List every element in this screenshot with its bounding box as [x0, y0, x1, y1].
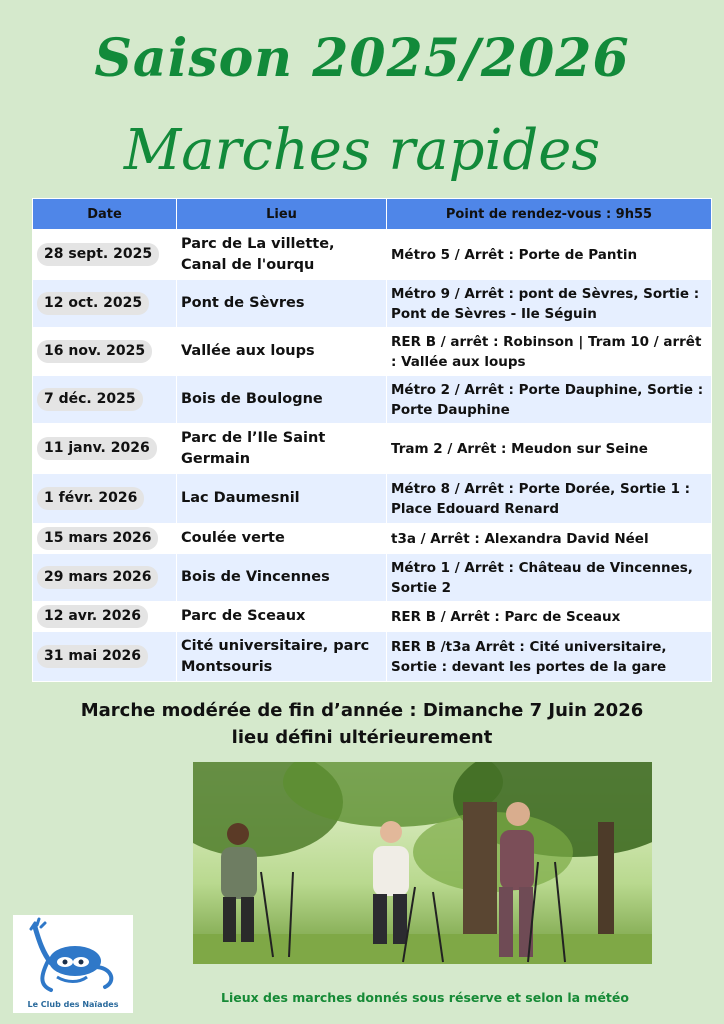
date-cell	[33, 554, 177, 602]
rdv-cell: Métro 9 / Arrêt : pont de Sèvres, Sortie : Pont de Sèvres - Ile Séguin	[387, 280, 712, 328]
rdv-cell: t3a / Arrêt : Alexandra David Néel	[387, 524, 712, 554]
disclaimer-footer: Lieux des marches donnés sous réserve et selon la météo	[221, 990, 629, 1005]
rdv-cell: Métro 5 / Arrêt : Porte de Pantin	[387, 230, 712, 280]
date-pill: 29 mars 2026	[37, 566, 158, 589]
walkers-photo	[193, 762, 652, 964]
date-pill: 1 févr. 2026	[37, 487, 144, 510]
table-row	[33, 424, 712, 474]
date-cell	[33, 230, 177, 280]
lieu-cell: Parc de Sceaux	[177, 602, 387, 632]
date-cell	[33, 424, 177, 474]
date-cell	[33, 280, 177, 328]
schedule-table	[32, 198, 712, 682]
rdv-cell: Métro 8 / Arrêt : Porte Dorée, Sortie 1 : Place Edouard Renard	[387, 474, 712, 524]
table-row	[33, 280, 712, 328]
lieu-cell: Cité universitaire, parc Montsouris	[177, 632, 387, 682]
event-title: Marches rapides	[123, 118, 601, 183]
table-row	[33, 524, 712, 554]
location-tbd-notice: lieu défini ultérieurement	[231, 727, 493, 748]
table-row	[33, 474, 712, 524]
date-cell	[33, 376, 177, 424]
date-cell	[33, 632, 177, 682]
column-header-date: Date	[33, 199, 177, 230]
lieu-cell: Bois de Vincennes	[177, 554, 387, 602]
date-cell	[33, 524, 177, 554]
table-row	[33, 632, 712, 682]
rdv-cell: Tram 2 / Arrêt : Meudon sur Seine	[387, 424, 712, 474]
date-pill: 11 janv. 2026	[37, 437, 157, 460]
lieu-cell: Parc de l’Ile Saint Germain	[177, 424, 387, 474]
lieu-cell: Vallée aux loups	[177, 328, 387, 376]
date-cell	[33, 474, 177, 524]
date-pill: 28 sept. 2025	[37, 243, 159, 266]
column-header-lieu: Lieu	[177, 199, 387, 230]
date-cell	[33, 602, 177, 632]
table-row	[33, 554, 712, 602]
club-logo-text: Le Club des Naïades	[27, 1000, 119, 1009]
date-pill: 12 oct. 2025	[37, 292, 149, 315]
lieu-cell: Pont de Sèvres	[177, 280, 387, 328]
rdv-cell: Métro 1 / Arrêt : Château de Vincennes, Sortie 2	[387, 554, 712, 602]
column-header-rdv: Point de rendez-vous : 9h55	[387, 199, 712, 230]
table-row	[33, 376, 712, 424]
season-title: Saison 2025/2026	[94, 28, 630, 89]
date-pill: 16 nov. 2025	[37, 340, 152, 363]
lieu-cell: Coulée verte	[177, 524, 387, 554]
table-row	[33, 230, 712, 280]
date-pill: 15 mars 2026	[37, 527, 158, 550]
end-of-year-walk-notice: Marche modérée de fin d’année : Dimanche 7 Juin 2026	[80, 700, 644, 721]
rdv-cell: RER B /t3a Arrêt : Cité universitaire, Sortie : devant les portes de la gare	[387, 632, 712, 682]
table-row	[33, 328, 712, 376]
rdv-cell: Métro 2 / Arrêt : Porte Dauphine, Sortie : Porte Dauphine	[387, 376, 712, 424]
lieu-cell: Parc de La villette, Canal de l'ourqu	[177, 230, 387, 280]
rdv-cell: RER B / Arrêt : Parc de Sceaux	[387, 602, 712, 632]
rdv-cell: RER B / arrêt : Robinson | Tram 10 / arrêt : Vallée aux loups	[387, 328, 712, 376]
date-pill: 7 déc. 2025	[37, 388, 143, 411]
date-pill: 12 avr. 2026	[37, 605, 148, 628]
date-pill: 31 mai 2026	[37, 645, 148, 668]
lieu-cell: Lac Daumesnil	[177, 474, 387, 524]
table-row	[33, 602, 712, 632]
club-logo	[13, 915, 133, 1013]
lieu-cell: Bois de Boulogne	[177, 376, 387, 424]
table-header-row	[33, 199, 712, 230]
date-cell	[33, 328, 177, 376]
